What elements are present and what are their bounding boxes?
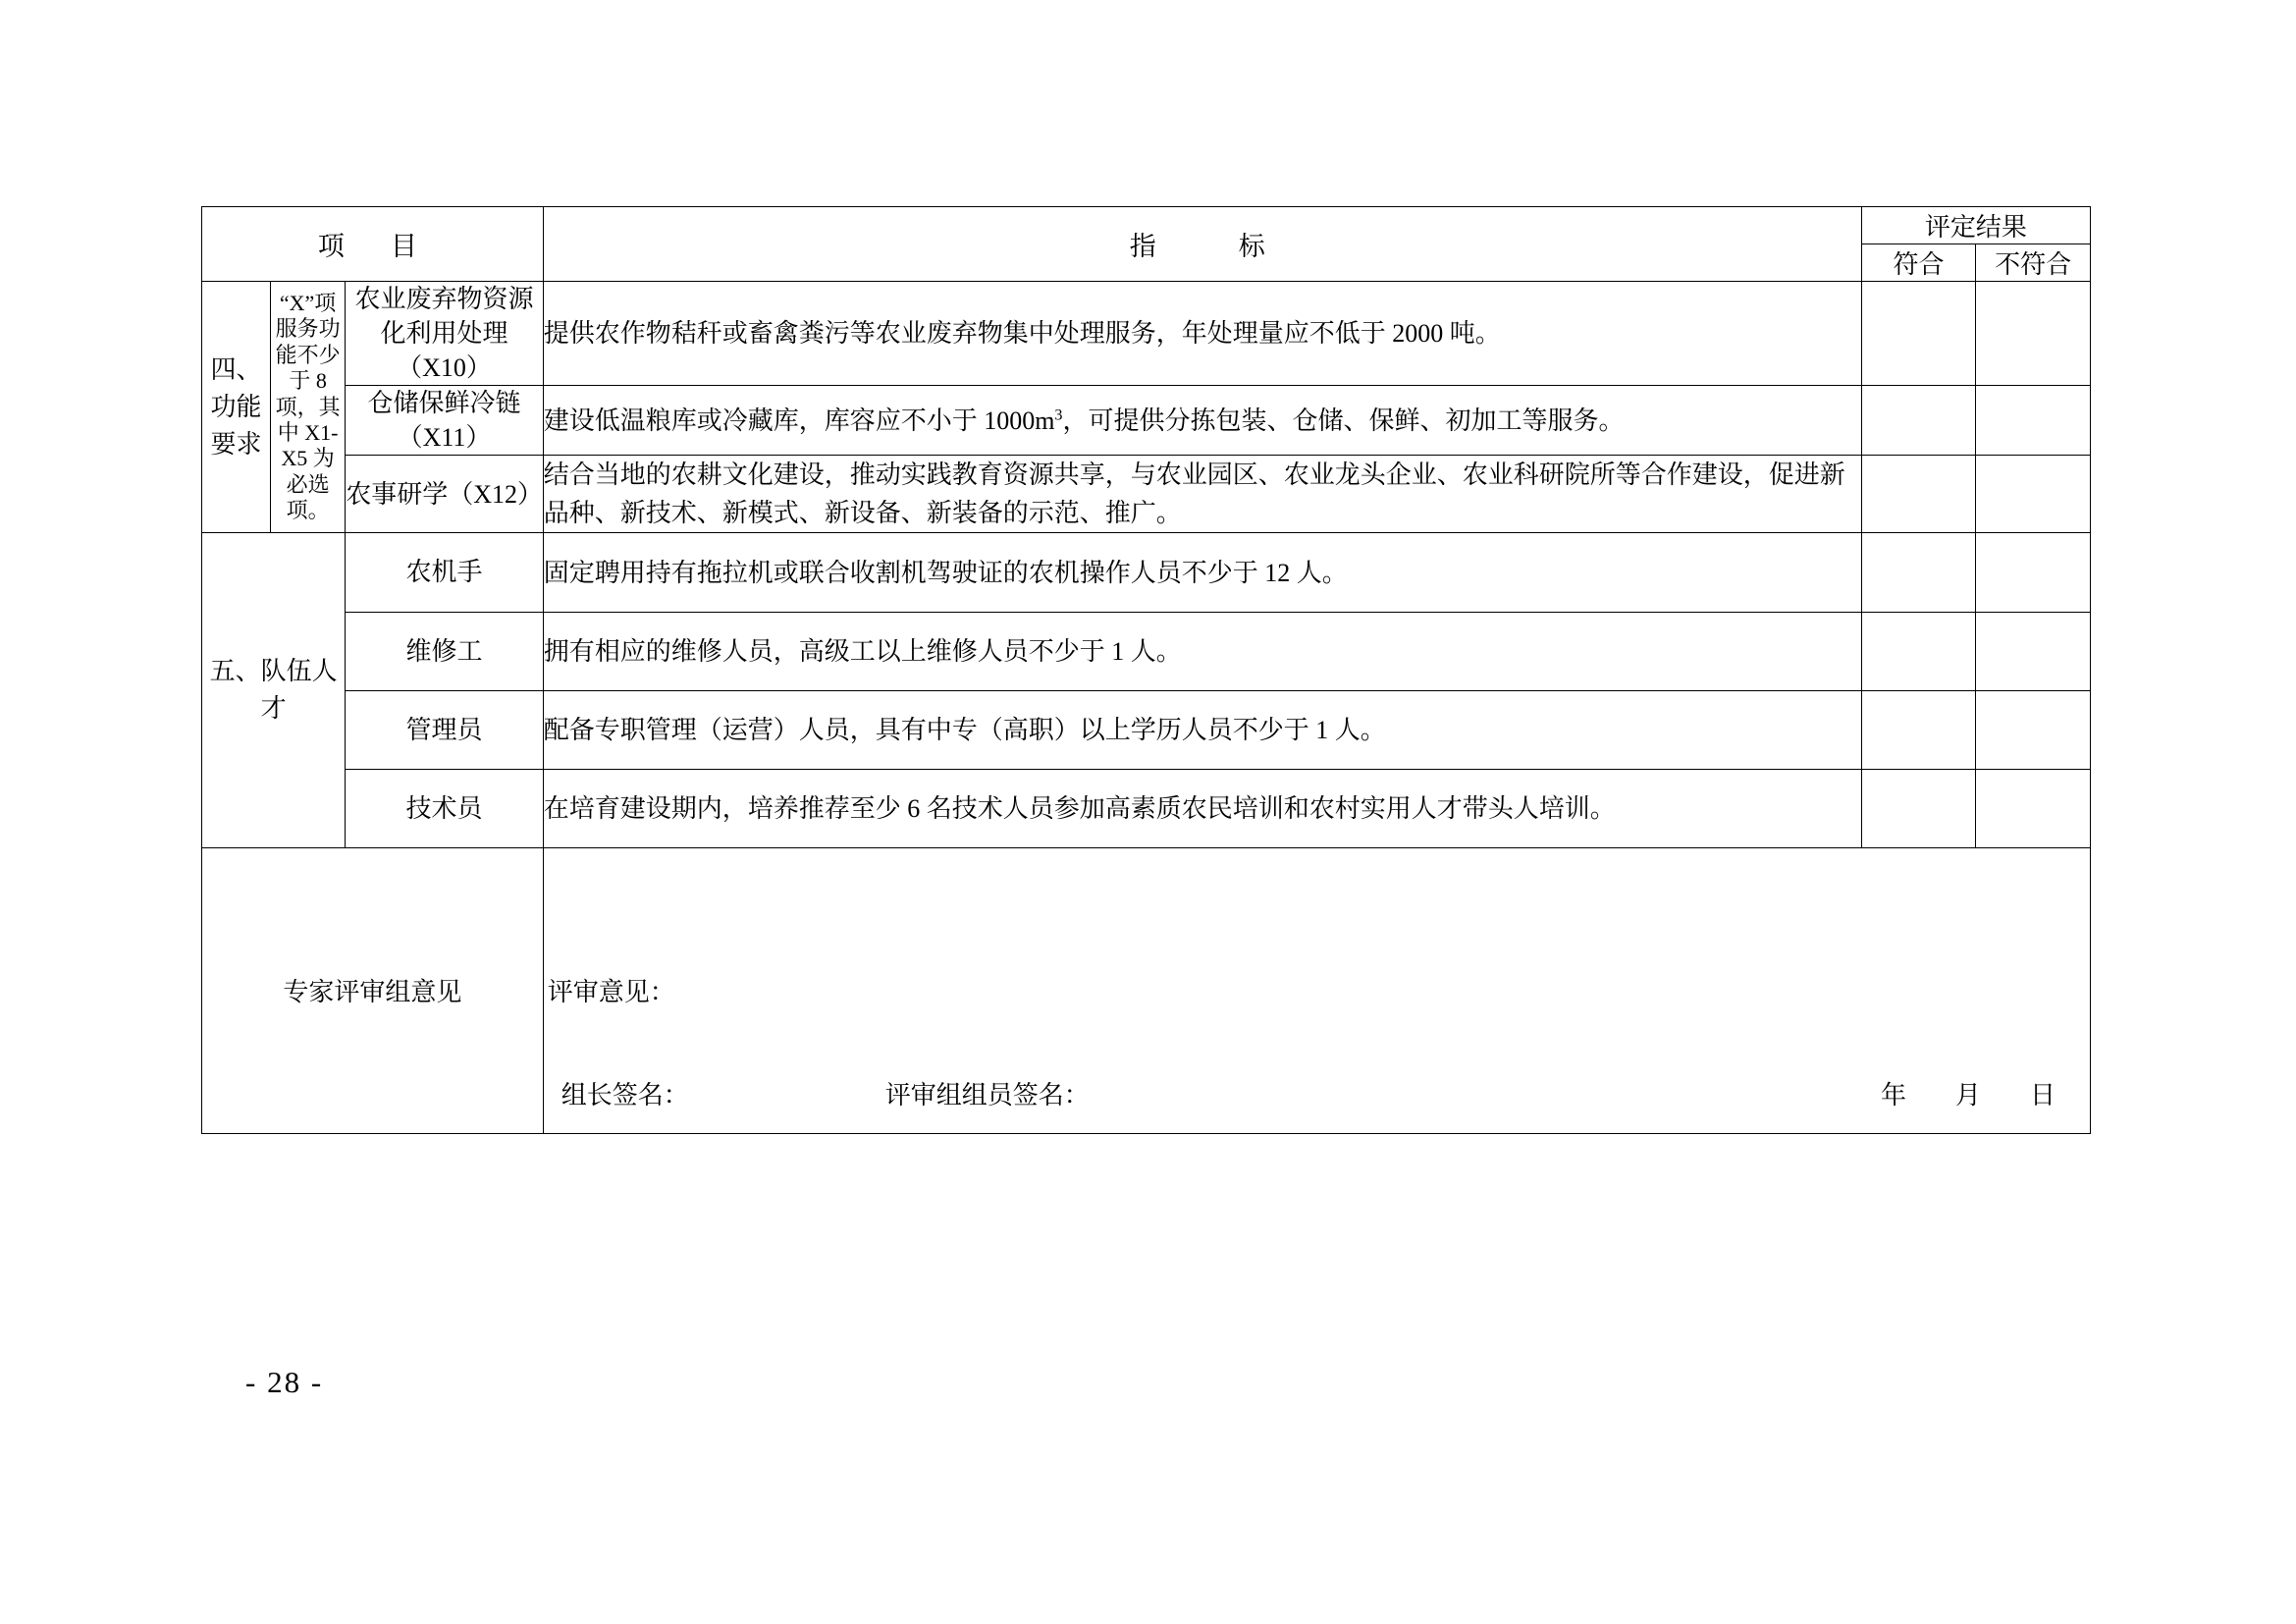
page-number: - 28 - xyxy=(245,1365,324,1399)
table-row xyxy=(202,769,2091,847)
result-pass-cell[interactable] xyxy=(1861,533,1976,612)
evaluation-table xyxy=(201,206,2091,1134)
item-description: 固定聘用持有拖拉机或联合收割机驾驶证的农机操作人员不少于 12 人。 xyxy=(543,533,1861,612)
expert-opinion-row xyxy=(202,847,2091,1133)
expert-opinion-label: 专家评审组意见 xyxy=(202,847,544,1133)
result-pass-cell[interactable] xyxy=(1861,456,1976,533)
result-fail-cell[interactable] xyxy=(1976,769,2091,847)
item-description: 结合当地的农耕文化建设，推动实践教育资源共享，与农业园区、农业龙头企业、农业科研院所等合作建设，促进新品种、新技术、新模式、新设备、新装备的示范、推广。 xyxy=(543,456,1861,533)
result-fail-cell[interactable] xyxy=(1976,533,2091,612)
result-pass-cell[interactable] xyxy=(1861,612,1976,690)
signature-row xyxy=(544,1075,2090,1111)
table-row xyxy=(202,282,2091,386)
result-pass-cell[interactable] xyxy=(1861,386,1976,456)
header-item-col: 项 目 xyxy=(202,207,544,282)
table-row xyxy=(202,533,2091,612)
category-note-functional: “X”项服务功能不少于 8 项，其中 X1- X5 为必选项。 xyxy=(270,282,345,533)
date-month-label: 月 xyxy=(1954,1080,1981,1110)
item-name: 农机手 xyxy=(346,533,543,612)
table-row xyxy=(202,612,2091,690)
result-fail-cell[interactable] xyxy=(1976,456,2091,533)
members-signature-label[interactable]: 评审组组员签名： xyxy=(884,1080,1090,1110)
item-description: 在培育建设期内，培养推荐至少 6 名技术人员参加高素质农民培训和农村实用人才带头人培训。 xyxy=(543,769,1861,847)
category-label-team: 五、队伍人才 xyxy=(202,533,346,847)
item-name: 技术员 xyxy=(346,769,543,847)
table-header-row-1 xyxy=(202,207,2091,244)
result-fail-cell[interactable] xyxy=(1976,690,2091,769)
item-name: 维修工 xyxy=(346,612,543,690)
expert-opinion-body[interactable] xyxy=(543,847,2090,1133)
date-year-label: 年 xyxy=(1880,1080,1906,1110)
header-result-fail: 不符合 xyxy=(1976,244,2091,282)
item-description xyxy=(543,386,1861,456)
expert-opinion-title: 评审意见： xyxy=(547,978,675,1007)
result-fail-cell[interactable] xyxy=(1976,612,2091,690)
header-index-col: 指 标 xyxy=(543,207,1861,282)
result-pass-cell[interactable] xyxy=(1861,769,1976,847)
result-fail-cell[interactable] xyxy=(1976,386,2091,456)
item-description-pre: 建设低温粮库或冷藏库，库容应不小于 1000m xyxy=(543,406,1055,435)
table-row xyxy=(202,386,2091,456)
header-result-col: 评定结果 xyxy=(1861,207,2090,244)
category-label-functional: 四、功能要求 xyxy=(202,282,271,533)
result-fail-cell[interactable] xyxy=(1976,282,2091,386)
leader-signature-label[interactable]: 组长签名： xyxy=(561,1080,689,1110)
item-description: 配备专职管理（运营）人员，具有中专（高职）以上学历人员不少于 1 人。 xyxy=(543,690,1861,769)
item-description: 提供农作物秸秆或畜禽粪污等农业废弃物集中处理服务，年处理量应不低于 2000 吨。 xyxy=(543,282,1861,386)
date-day-label: 日 xyxy=(2029,1080,2056,1110)
result-pass-cell[interactable] xyxy=(1861,282,1976,386)
item-description-post: ，可提供分拣包装、仓储、保鲜、初加工等服务。 xyxy=(1062,406,1625,435)
item-name: 农业废弃物资源化利用处理（X10） xyxy=(346,282,543,386)
header-result-pass: 符合 xyxy=(1861,244,1976,282)
table-row xyxy=(202,690,2091,769)
table-row xyxy=(202,456,2091,533)
item-description-superscript: 3 xyxy=(1054,406,1063,424)
item-name: 农事研学（X12） xyxy=(346,456,543,533)
result-pass-cell[interactable] xyxy=(1861,690,1976,769)
item-name: 管理员 xyxy=(346,690,543,769)
item-description: 拥有相应的维修人员，高级工以上维修人员不少于 1 人。 xyxy=(543,612,1861,690)
item-name: 仓储保鲜冷链（X11） xyxy=(346,386,543,456)
